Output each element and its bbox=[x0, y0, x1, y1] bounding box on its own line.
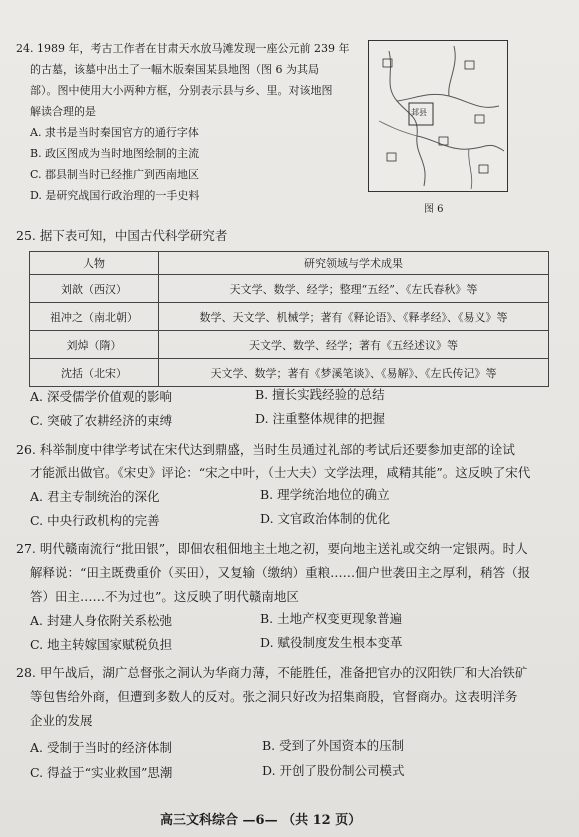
table-cell: 天文学、数学、经学；整理“五经”、《左氏春秋》等 bbox=[159, 275, 549, 303]
table-cell: 沈括（北宋） bbox=[30, 359, 159, 387]
map-drawing bbox=[369, 41, 507, 191]
q27-option-a: A. 封建人身依附关系松弛 bbox=[30, 613, 172, 628]
q26-option-c: C. 中央行政机构的完善 bbox=[30, 513, 160, 528]
q27-option-b: B. 土地产权变更现象普遍 bbox=[260, 611, 403, 626]
q26-line: 才能派出做官。《宋史》评论：“宋之中叶，（士大夫）文学法理，咸精其能”。这反映了宋代 bbox=[30, 465, 531, 480]
page-footer: 高三文科综合 —6— （共 12 页） bbox=[160, 813, 362, 828]
table-cell: 刘焯（隋） bbox=[30, 331, 159, 359]
q27-line: 27. 明代赣南流行“批田银”，即佃农租佃地主土地之初，要向地主送礼或交纳一定银两。时人 bbox=[16, 541, 528, 556]
q25-option-d: D. 注重整体规律的把握 bbox=[255, 411, 386, 426]
q24-option-b: B. 政区图成为当时地图绘制的主流 bbox=[30, 147, 200, 160]
q24-line: 的古墓，该墓中出土了一幅木版秦国某县地图（图 6 为其局 bbox=[30, 63, 319, 76]
table-row bbox=[30, 359, 549, 387]
table-cell: 刘歆（西汉） bbox=[30, 275, 159, 303]
q25-option-b: B. 擅长实践经验的总结 bbox=[255, 387, 385, 402]
table-cell: 祖冲之（南北朝） bbox=[30, 303, 159, 331]
table-row bbox=[30, 275, 549, 303]
q25-option-c: C. 突破了农耕经济的束缚 bbox=[30, 413, 173, 428]
q24-option-c: C. 郡县制当时已经推广到西南地区 bbox=[30, 168, 200, 181]
table-header-row bbox=[30, 252, 549, 275]
q28-option-b: B. 受到了外国资本的压制 bbox=[262, 738, 405, 753]
q24-option-d: D. 是研究战国行政治理的一手史料 bbox=[30, 189, 200, 202]
q24-line: 部）。图中使用大小两种方框，分别表示县与乡、里。对该地图 bbox=[30, 84, 333, 97]
q26-line: 26. 科举制度中律学考试在宋代达到鼎盛，当时生员通过礼部的考试后还要参加吏部的诠试 bbox=[16, 442, 515, 457]
q27-option-c: C. 地主转嫁国家赋税负担 bbox=[30, 637, 173, 652]
table-header: 人物 bbox=[30, 252, 159, 275]
q28-option-d: D. 开创了股份制公司模式 bbox=[262, 763, 405, 778]
q28-option-a: A. 受制于当时的经济体制 bbox=[30, 740, 172, 755]
map-county-label: 邽县 bbox=[411, 108, 427, 117]
q27-option-d: D. 赋役制度发生根本变革 bbox=[260, 635, 403, 650]
table-cell: 数学、天文学、机械学；著有《释论语》、《释孝经》、《易义》等 bbox=[159, 303, 549, 331]
q24-line: 24. 1989 年，考古工作者在甘肃天水放马滩发现一座公元前 239 年 bbox=[16, 42, 350, 55]
map-figure bbox=[368, 40, 508, 192]
table-cell: 天文学、数学、经学；著有《五经述议》等 bbox=[159, 331, 549, 359]
table-header: 研究领域与学术成果 bbox=[159, 252, 549, 275]
q25-stem: 25. 据下表可知，中国古代科学研究者 bbox=[16, 228, 228, 243]
q26-option-d: D. 文官政治体制的优化 bbox=[260, 511, 391, 526]
q28-line: 28. 甲午战后，湖广总督张之洞认为华商力薄，不能胜任，准备把官办的汉阳铁厂和大冶铁矿 bbox=[16, 665, 528, 680]
q26-option-b: B. 理学统治地位的确立 bbox=[260, 487, 390, 502]
q28-option-c: C. 得益于“实业救国”思潮 bbox=[30, 765, 173, 780]
q27-line: 答）田主……不为过也”。这反映了明代赣南地区 bbox=[30, 589, 299, 604]
q27-line: 解释说：“田主既费重价（买田），又复输（缴纳）重粮……佃户世袭田主之厚利，稍答（报 bbox=[30, 565, 531, 580]
figure-caption: 图 6 bbox=[424, 204, 444, 215]
q28-line: 等包售给外商，但遭到多数人的反对。张之洞只好改为招集商股，官督商办。这表明洋务 bbox=[30, 689, 518, 704]
q24-option-a: A. 隶书是当时秦国官方的通行字体 bbox=[30, 126, 199, 139]
scientist-table bbox=[29, 251, 549, 387]
table-cell: 天文学、数学；著有《梦溪笔谈》、《易解》、《左氏传记》等 bbox=[159, 359, 549, 387]
q28-line: 企业的发展 bbox=[30, 713, 93, 728]
table-row bbox=[30, 303, 549, 331]
table-row bbox=[30, 331, 549, 359]
q24-line: 解读合理的是 bbox=[30, 105, 96, 118]
q25-option-a: A. 深受儒学价值观的影响 bbox=[30, 389, 172, 404]
q26-option-a: A. 君主专制统治的深化 bbox=[30, 489, 160, 504]
